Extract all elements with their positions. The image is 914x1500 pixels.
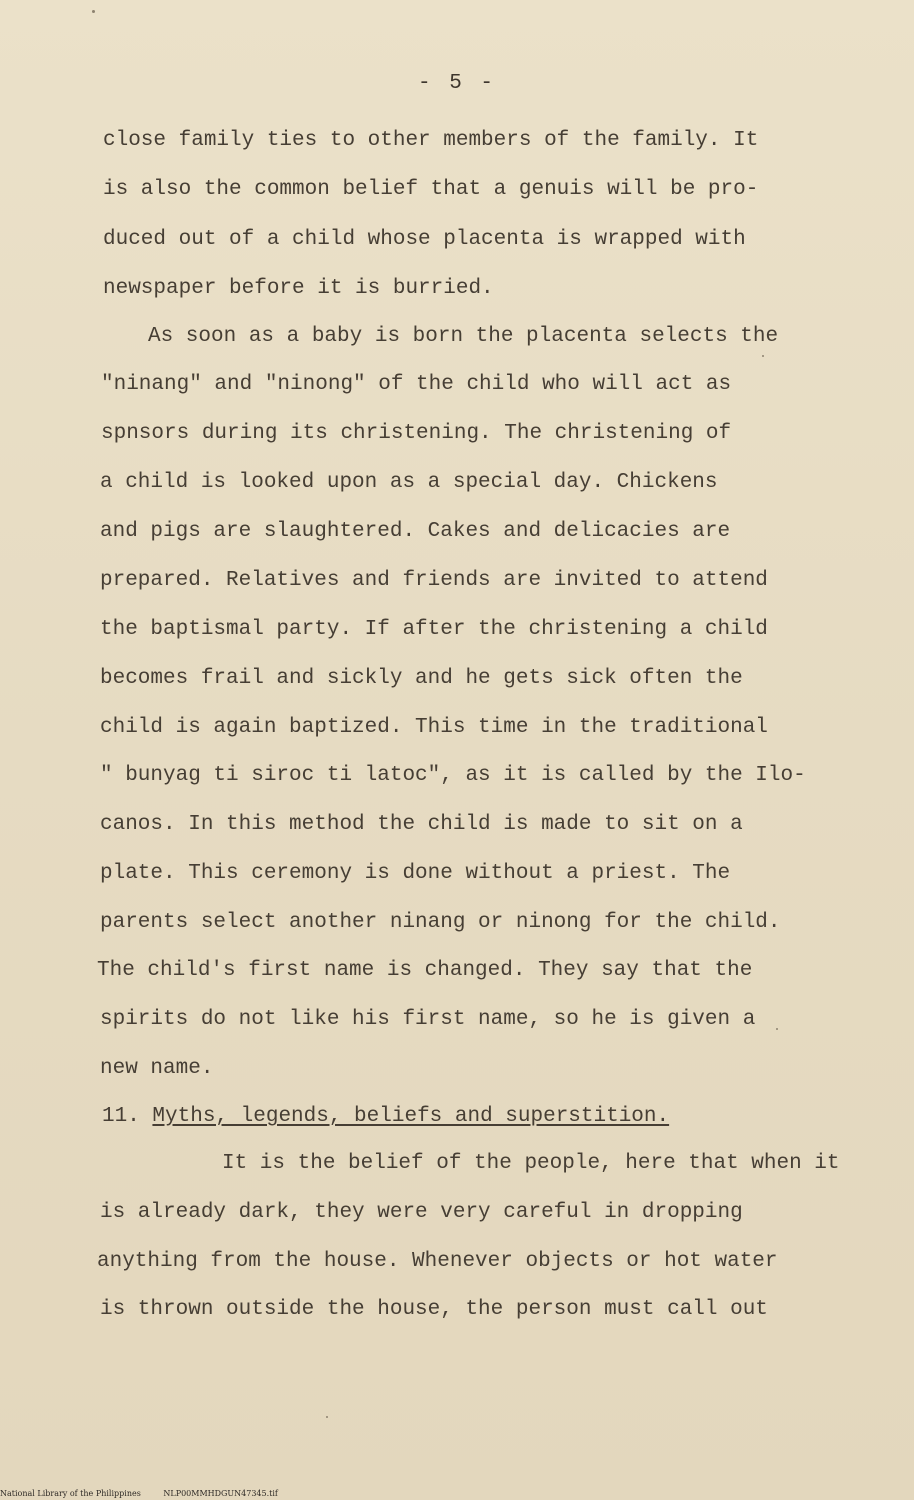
footer-file: NLP00MMHDGUN47345.tif: [163, 1489, 278, 1498]
text-line: duced out of a child whose placenta is wrapped with: [103, 228, 746, 251]
text-line: The child's first name is changed. They say that the: [97, 959, 753, 982]
text-line: newspaper before it is burried.: [103, 277, 494, 300]
section-number: 11.: [102, 1105, 140, 1128]
paper-speck: [762, 355, 764, 357]
text-line: a child is looked upon as a special day. Chickens: [100, 471, 718, 494]
text-line: As soon as a baby is born the placenta selects the: [148, 325, 779, 348]
text-line: It is the belief of the people, here that when it: [222, 1152, 840, 1175]
text-line: " bunyag ti siroc ti latoc", as it is called by the Ilo-: [100, 764, 806, 787]
paper-speck: [92, 10, 95, 13]
paper-speck: [326, 1416, 328, 1418]
text-line: and pigs are slaughtered. Cakes and delicacies are: [100, 520, 731, 543]
text-line: is also the common belief that a genuis will be pro-: [103, 178, 759, 201]
text-line: close family ties to other members of the family. It: [103, 129, 759, 152]
paper-speck: [776, 1028, 778, 1030]
text-line: child is again baptized. This time in the traditional: [100, 716, 768, 739]
section-heading: [102, 1105, 669, 1129]
text-line: prepared. Relatives and friends are invited to attend: [100, 569, 768, 592]
page-number: - 5 -: [417, 72, 496, 95]
text-line: parents select another ninang or ninong for the child.: [100, 911, 781, 934]
section-title: Myths, legends, beliefs and superstition.: [152, 1105, 670, 1128]
text-line: spnsors during its christening. The christening of: [101, 422, 732, 445]
text-line: new name.: [100, 1057, 214, 1080]
text-line: "ninang" and "ninong" of the child who will act as: [101, 373, 732, 396]
text-line: the baptismal party. If after the christening a child: [100, 618, 768, 641]
text-line: becomes frail and sickly and he gets sick often the: [100, 667, 743, 690]
text-line: anything from the house. Whenever objects or hot water: [97, 1250, 778, 1273]
footer-library: National Library of the Philippines: [0, 1489, 141, 1498]
text-line: spirits do not like his first name, so he is given a: [100, 1008, 756, 1031]
text-line: is already dark, they were very careful in dropping: [100, 1201, 743, 1224]
text-line: plate. This ceremony is done without a priest. The: [100, 862, 731, 885]
scan-footer: [0, 1489, 298, 1498]
text-line: canos. In this method the child is made to sit on a: [100, 813, 743, 836]
text-line: is thrown outside the house, the person must call out: [100, 1298, 768, 1321]
